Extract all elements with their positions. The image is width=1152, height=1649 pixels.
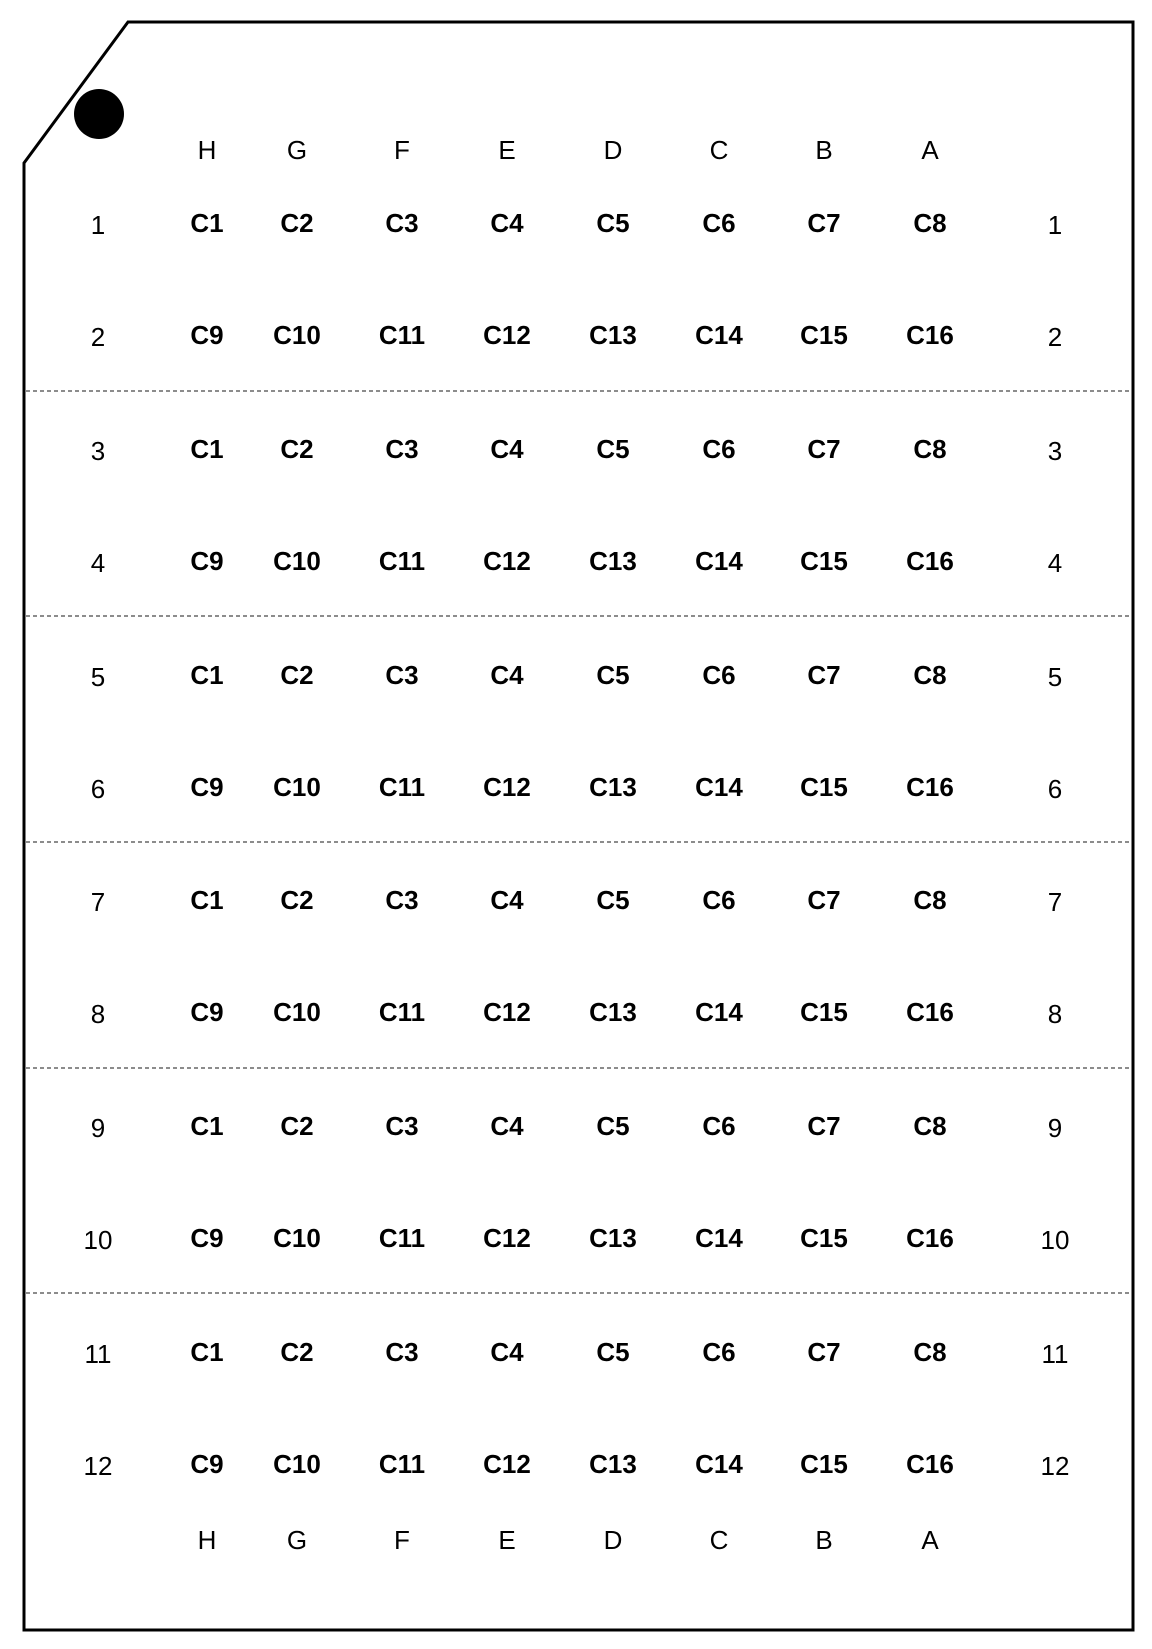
well-label: C5: [596, 1111, 630, 1141]
column-label-bottom: C: [709, 1525, 729, 1555]
well-label: C4: [490, 660, 524, 690]
well-label: C12: [483, 772, 531, 802]
well-label: C12: [483, 997, 531, 1027]
well-label: C7: [807, 1337, 841, 1367]
column-label-top: E: [498, 135, 516, 165]
well-label: C1: [190, 1337, 224, 1367]
well-label: C1: [190, 885, 224, 915]
well-label: C10: [273, 1449, 321, 1479]
well-label: C10: [273, 1223, 321, 1253]
well-label: C1: [190, 434, 224, 464]
well-label: C16: [906, 1449, 954, 1479]
well-label: C2: [280, 208, 314, 238]
row-label-left: 11: [84, 1339, 112, 1369]
well-label: C15: [800, 997, 848, 1027]
well-label: C11: [378, 772, 426, 802]
well-label: C6: [702, 434, 736, 464]
well-label: C16: [906, 772, 954, 802]
row-label-left: 8: [90, 999, 106, 1029]
well-label: C8: [913, 434, 947, 464]
well-label: C6: [702, 1337, 736, 1367]
well-label: C5: [596, 208, 630, 238]
group-dividers: [26, 391, 1131, 1293]
row-label-left: 5: [90, 662, 106, 692]
well-label: C4: [490, 885, 524, 915]
well-label: C13: [589, 320, 637, 350]
well-label: C5: [596, 885, 630, 915]
well-label: C12: [483, 1449, 531, 1479]
well-label: C16: [906, 1223, 954, 1253]
row-label-left: 7: [90, 887, 106, 917]
well-label: C6: [702, 208, 736, 238]
well-label: C15: [800, 546, 848, 576]
well-label: C13: [589, 772, 637, 802]
well-label: C12: [483, 546, 531, 576]
well-label: C8: [913, 1337, 947, 1367]
column-label-bottom: A: [921, 1525, 939, 1555]
well-label: C2: [280, 434, 314, 464]
well-label: C14: [695, 320, 743, 350]
well-label: C16: [906, 320, 954, 350]
row-label-right: 4: [1047, 548, 1063, 578]
column-label-bottom: D: [603, 1525, 623, 1555]
well-label: C2: [280, 1111, 314, 1141]
row-label-left: 6: [90, 774, 106, 804]
row-label-left: 3: [90, 436, 106, 466]
well-label: C5: [596, 1337, 630, 1367]
row-label-right: 3: [1047, 436, 1063, 466]
column-label-bottom: F: [394, 1525, 410, 1555]
well-label: C15: [800, 772, 848, 802]
well-label: C14: [695, 546, 743, 576]
row-label-left: 12: [83, 1451, 113, 1481]
well-label: C8: [913, 208, 947, 238]
well-label: C3: [385, 1111, 419, 1141]
well-label: C4: [490, 1337, 524, 1367]
well-label: C12: [483, 320, 531, 350]
well-label: C7: [807, 660, 841, 690]
well-label: C15: [800, 320, 848, 350]
column-label-top: C: [709, 135, 729, 165]
row-label-right: 11: [1041, 1339, 1069, 1369]
column-label-top: A: [921, 135, 939, 165]
column-label-top: D: [603, 135, 623, 165]
well-label: C9: [190, 1223, 224, 1253]
well-label: C13: [589, 997, 637, 1027]
well-label: C8: [913, 1111, 947, 1141]
well-label: C7: [807, 1111, 841, 1141]
well-label: C9: [190, 772, 224, 802]
well-label: C7: [807, 208, 841, 238]
well-label: C3: [385, 660, 419, 690]
well-label: C6: [702, 660, 736, 690]
row-label-right: 5: [1047, 662, 1063, 692]
row-label-left: 10: [83, 1225, 113, 1255]
column-label-top: F: [394, 135, 410, 165]
well-label: C2: [280, 885, 314, 915]
well-label: C14: [695, 1449, 743, 1479]
well-label: C13: [589, 546, 637, 576]
well-label: C10: [273, 320, 321, 350]
well-label: C5: [596, 660, 630, 690]
well-label: C7: [807, 434, 841, 464]
well-label: C10: [273, 997, 321, 1027]
well-label: C4: [490, 434, 524, 464]
row-label-right: 2: [1047, 322, 1063, 352]
well-label: C14: [695, 1223, 743, 1253]
well-label: C16: [906, 997, 954, 1027]
well-label: C4: [490, 1111, 524, 1141]
column-label-top: H: [197, 135, 217, 165]
well-label: C13: [589, 1449, 637, 1479]
well-label: C7: [807, 885, 841, 915]
row-label-right: 10: [1040, 1225, 1070, 1255]
well-label: C3: [385, 434, 419, 464]
well-label: C5: [596, 434, 630, 464]
well-label: C10: [273, 772, 321, 802]
row-label-right: 6: [1047, 774, 1063, 804]
row-label-left: 9: [90, 1113, 106, 1143]
well-label: C14: [695, 772, 743, 802]
well-label: C11: [378, 546, 426, 576]
well-label: C15: [800, 1223, 848, 1253]
well-label: C9: [190, 546, 224, 576]
well-label: C1: [190, 208, 224, 238]
well-label: C3: [385, 208, 419, 238]
well-label: C4: [490, 208, 524, 238]
well-label: C9: [190, 320, 224, 350]
column-label-top: G: [286, 135, 308, 165]
well-label: C14: [695, 997, 743, 1027]
plate-outline: [24, 22, 1133, 1630]
well-label: C1: [190, 1111, 224, 1141]
well-label: C8: [913, 885, 947, 915]
column-label-bottom: B: [815, 1525, 833, 1555]
well-label: C11: [378, 1449, 426, 1479]
well-label: C2: [280, 1337, 314, 1367]
column-label-top: B: [815, 135, 833, 165]
well-label: C13: [589, 1223, 637, 1253]
well-label: C1: [190, 660, 224, 690]
row-label-right: 8: [1047, 999, 1063, 1029]
well-label: C11: [378, 320, 426, 350]
column-label-bottom: E: [498, 1525, 516, 1555]
row-label-left: 4: [90, 548, 106, 578]
well-label: C16: [906, 546, 954, 576]
orientation-marker: [74, 89, 124, 139]
row-label-right: 12: [1040, 1451, 1070, 1481]
row-label-left: 1: [90, 210, 106, 240]
well-label: C11: [378, 997, 426, 1027]
well-label: C12: [483, 1223, 531, 1253]
well-label: C9: [190, 997, 224, 1027]
well-label: C11: [378, 1223, 426, 1253]
column-label-bottom: G: [286, 1525, 308, 1555]
row-label-right: 7: [1047, 887, 1063, 917]
well-label: C9: [190, 1449, 224, 1479]
well-label: C6: [702, 885, 736, 915]
column-label-bottom: H: [197, 1525, 217, 1555]
well-label: C6: [702, 1111, 736, 1141]
row-label-right: 1: [1047, 210, 1063, 240]
row-label-left: 2: [90, 322, 106, 352]
well-label: C3: [385, 1337, 419, 1367]
well-label: C2: [280, 660, 314, 690]
well-label: C3: [385, 885, 419, 915]
well-label: C15: [800, 1449, 848, 1479]
well-label: C10: [273, 546, 321, 576]
row-label-right: 9: [1047, 1113, 1063, 1143]
well-label: C8: [913, 660, 947, 690]
